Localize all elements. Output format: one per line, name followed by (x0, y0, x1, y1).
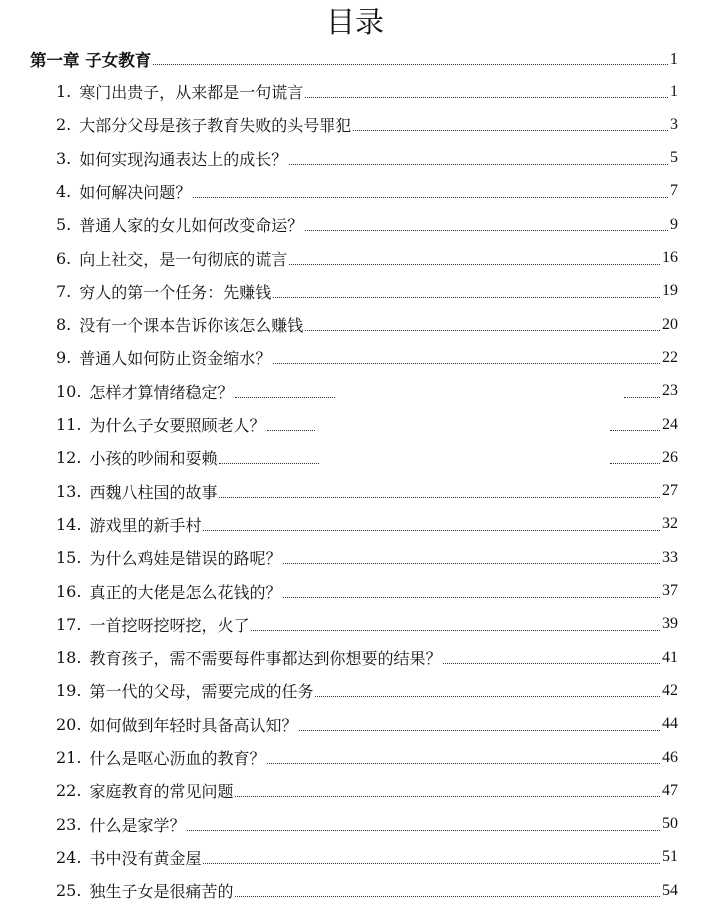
entry-number: 20. (56, 714, 82, 734)
toc-chapter-row[interactable] (30, 42, 678, 75)
entry-page-number: 44 (662, 715, 678, 733)
entry-page-number: 27 (662, 482, 678, 500)
chapter-page-number: 1 (669, 48, 678, 68)
dot-leader (305, 330, 660, 331)
entry-title: 家庭教育的常见问题 (89, 782, 234, 802)
entry-title: 没有一个课本告诉你该怎么赚钱 (79, 316, 304, 336)
toc-entry-row[interactable] (56, 208, 678, 241)
entry-number: 8. (56, 315, 72, 335)
dot-leader (299, 730, 660, 731)
toc-entry-row[interactable] (56, 375, 678, 408)
entry-number: 18. (56, 648, 82, 668)
entry-page-number: 19 (662, 282, 678, 300)
dot-leader (305, 97, 668, 98)
dot-leader (153, 64, 668, 65)
entry-title: 真正的大佬是怎么花钱的？ (89, 582, 282, 602)
toc-entry-row[interactable] (56, 341, 678, 374)
dot-leader (219, 497, 660, 498)
entry-title: 怎样才算情绪稳定？ (89, 382, 234, 402)
entry-page-number: 24 (662, 415, 678, 433)
entry-page-number: 37 (662, 582, 678, 599)
toc-entry-row[interactable] (56, 408, 678, 441)
entry-page-number: 23 (662, 382, 678, 400)
dot-leader (624, 397, 660, 398)
entry-page-number: 20 (662, 315, 678, 333)
dot-leader (610, 463, 660, 464)
entry-page-number: 51 (662, 848, 678, 866)
entry-title: 大部分父母是孩子教育失败的头号罪犯 (79, 116, 352, 136)
entry-number: 14. (56, 514, 82, 534)
toc-entry-row[interactable] (56, 674, 678, 707)
entry-page-number: 33 (662, 548, 678, 566)
entry-title: 普通人家的女儿如何改变命运？ (79, 216, 304, 236)
entry-title: 寒门出贵子，从来都是一句谎言 (79, 83, 304, 102)
entry-page-number: 16 (662, 249, 678, 266)
dot-leader (353, 130, 668, 131)
entry-title: 如何做到年轻时具备高认知？ (89, 715, 298, 735)
entry-page-number: 9 (670, 215, 678, 233)
entry-title: 一首挖呀挖呀挖，火了 (89, 615, 250, 635)
dot-leader (610, 430, 660, 431)
page-title: 目录 (325, 5, 384, 39)
entry-page-number: 7 (670, 182, 678, 200)
dot-leader (283, 597, 660, 598)
toc-entry-row[interactable] (56, 541, 678, 574)
dot-leader (235, 896, 660, 897)
entry-number: 19. (56, 681, 82, 701)
entry-title: 西魏八柱国的故事 (89, 482, 218, 502)
entry-page-number: 39 (662, 615, 678, 633)
dot-leader (193, 197, 668, 198)
dot-leader (289, 164, 668, 165)
toc-entry-row[interactable] (56, 641, 678, 674)
toc-entry-row[interactable] (56, 575, 678, 608)
entry-page-number: 47 (662, 781, 678, 799)
entry-title: 为什么子女要照顾老人？ (89, 416, 266, 435)
entry-title: 书中没有黄金屋 (89, 848, 202, 868)
entry-page-number: 50 (662, 815, 678, 833)
entry-number: 16. (56, 581, 82, 601)
entry-number: 13. (56, 481, 82, 501)
toc-entry-row[interactable] (56, 275, 678, 308)
entry-number: 24. (56, 847, 82, 867)
chapter-title: 第一章 子女教育 (30, 50, 152, 70)
dot-leader (289, 264, 660, 265)
entry-title: 游戏里的新手村 (89, 515, 202, 535)
toc-entry-row[interactable] (56, 508, 678, 541)
toc-entry-row[interactable] (56, 242, 678, 275)
toc-entry-row[interactable] (56, 741, 678, 774)
dot-leader (283, 563, 660, 564)
toc-entry-row[interactable] (56, 608, 678, 641)
entry-page-number: 32 (662, 515, 678, 533)
entry-number: 12. (56, 448, 82, 468)
dot-leader (235, 796, 660, 797)
entry-number: 5. (56, 215, 72, 235)
entry-number: 4. (56, 181, 72, 201)
entry-page-number: 3 (670, 115, 678, 133)
entry-title: 什么是呕心沥血的教育？ (89, 749, 266, 768)
dot-leader (315, 696, 660, 697)
toc-entry-row[interactable] (56, 441, 678, 474)
entry-number: 23. (56, 814, 82, 834)
entry-page-number: 41 (662, 648, 678, 666)
entry-page-number: 42 (662, 681, 678, 699)
entry-number: 15. (56, 548, 82, 568)
entry-page-number: 54 (662, 881, 678, 899)
dot-leader (203, 863, 660, 864)
entry-number: 7. (56, 281, 72, 301)
entry-number: 1. (56, 82, 72, 101)
toc-entry-row[interactable] (56, 808, 678, 841)
entry-title: 如何实现沟通表达上的成长？ (79, 149, 288, 169)
entry-title: 什么是家学？ (89, 815, 186, 835)
toc-entry-row[interactable] (56, 75, 678, 108)
dot-leader (267, 763, 660, 764)
entry-number: 11. (56, 415, 82, 434)
entry-title: 普通人如何防止资金缩水？ (79, 349, 272, 369)
entry-number: 6. (56, 248, 72, 268)
entry-page-number: 22 (662, 348, 678, 366)
entry-title: 为什么鸡娃是错误的路呢？ (89, 549, 282, 569)
entry-title: 如何解决问题？ (79, 182, 192, 202)
entry-page-number: 26 (662, 448, 678, 466)
dot-leader (267, 430, 315, 431)
entry-number: 22. (56, 781, 82, 801)
toc-entry-row[interactable] (56, 774, 678, 807)
dot-leader (273, 363, 660, 364)
entry-number: 17. (56, 614, 82, 634)
entry-page-number: 46 (662, 748, 678, 766)
entry-number: 25. (56, 881, 82, 901)
entry-title: 穷人的第一个任务：先赚钱 (79, 282, 272, 302)
toc-entry-row[interactable] (56, 841, 678, 874)
entry-page-number: 1 (670, 82, 678, 100)
toc-entry-row[interactable] (56, 708, 678, 741)
entry-title: 向上社交，是一句彻底的谎言 (79, 249, 288, 269)
dot-leader (235, 397, 335, 398)
entry-title: 第一代的父母，需要完成的任务 (89, 682, 314, 702)
dot-leader (251, 630, 660, 631)
entry-title: 小孩的吵闹和耍赖 (89, 449, 218, 469)
entry-number: 9. (56, 348, 72, 368)
dot-leader (273, 297, 660, 298)
dot-leader (443, 663, 660, 664)
entry-title: 教育孩子，需不需要每件事都达到你想要的结果？ (89, 649, 442, 669)
entry-title: 独生子女是很痛苦的 (89, 882, 234, 902)
entry-number: 2. (56, 115, 72, 135)
toc-entry-row[interactable] (56, 874, 678, 907)
entry-number: 10. (56, 381, 82, 401)
entry-number: 21. (56, 748, 82, 767)
dot-leader (305, 230, 668, 231)
toc-entry-row[interactable] (56, 475, 678, 508)
toc-entry-row[interactable] (56, 308, 678, 341)
dot-leader (219, 463, 319, 464)
dot-leader (187, 830, 660, 831)
dot-leader (203, 530, 660, 531)
entry-page-number: 5 (670, 149, 678, 167)
toc-entry-row[interactable] (56, 142, 678, 175)
toc-entry-row[interactable] (56, 108, 678, 141)
toc-entry-row[interactable] (56, 175, 678, 208)
entry-number: 3. (56, 148, 72, 168)
